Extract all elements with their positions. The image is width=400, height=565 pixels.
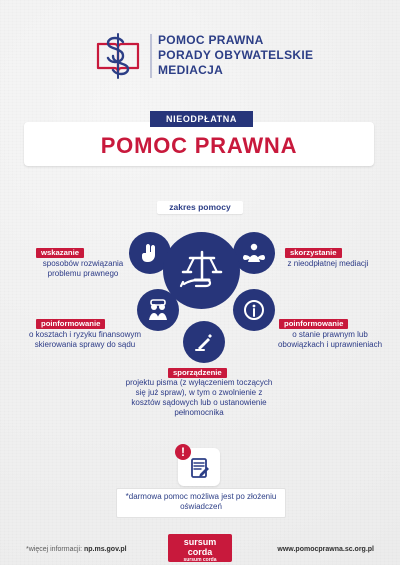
scope-label: zakres pomocy (157, 201, 243, 214)
label-sporzadzenie: sporządzenie (168, 368, 227, 378)
brand-line-3: MEDIACJA (158, 63, 224, 77)
text-poinformowanie-koszty: o kosztach i ryzyku finansowym skierowania sprawy do sądu (28, 330, 142, 349)
text-skorzystanie: z nieodpłatnej mediacji (287, 259, 369, 268)
label-wskazanie: wskazanie (36, 248, 84, 258)
sursum-bottom: corda (187, 547, 213, 557)
label-poinformowanie-stan: poinformowanie (279, 319, 348, 329)
hero-card (24, 122, 374, 166)
label-skorzystanie: skorzystanie (285, 248, 342, 258)
label-poinformowanie-koszty: poinformowanie (36, 319, 105, 329)
text-wskazanie: sposobów rozwiązania problemu prawnego (42, 259, 124, 278)
hero-title: POMOC PRAWNA (100, 133, 298, 158)
pen-icon (183, 321, 225, 363)
header-divider (150, 34, 152, 78)
people-icon (137, 289, 179, 331)
text-poinformowanie-stan: o stanie prawnym lub obowiązkach i uprawnieniach (277, 330, 383, 349)
footer-website-link[interactable]: www.pomocprawna.sc.org.pl (277, 546, 374, 553)
footer-more-info-link[interactable]: np.ms.gov.pl (83, 546, 127, 553)
exclamation-icon: ! (175, 444, 191, 460)
sursum-small: sursum corda (183, 557, 217, 563)
notice-text: *darmowa pomoc możliwa jest po złożeniu oświadczeń (116, 488, 286, 518)
info-icon (233, 289, 275, 331)
header (92, 30, 352, 90)
brand-logo (92, 30, 144, 82)
footer-more-info (26, 546, 127, 553)
circle-people-icon (137, 289, 179, 331)
brand-name (158, 33, 313, 78)
brand-line-2: PORADY OBYWATELSKIE (158, 48, 314, 62)
circle-pen-icon (183, 321, 225, 363)
hero-tag: NIEODPŁATNA (150, 111, 253, 127)
circle-info-icon (233, 289, 275, 331)
footer-more-info-prefix: *więcej informacji: (26, 546, 84, 553)
text-sporzadzenie: projektu pisma (z wyłączeniem toczących się już spraw), w tym o zwolnienie z kosztów sądowych lub o ustanowienie pełnomocnika (125, 378, 273, 417)
sursum-top: sursum (183, 537, 217, 547)
sursum-corda-logo (168, 534, 232, 562)
brand-line-1: POMOC PRAWNA (158, 33, 264, 47)
